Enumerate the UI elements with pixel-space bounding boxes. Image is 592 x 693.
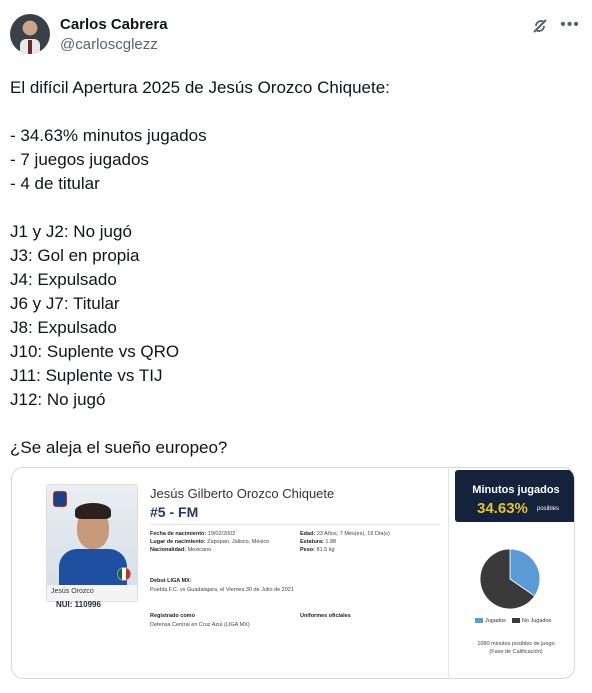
tweet-line: - 34.63% minutos jugados	[10, 126, 207, 145]
age-value: 23 Años, 7 Mes(es), 19 Día(s)	[316, 531, 390, 537]
height-row	[300, 538, 336, 546]
legend-jugados: Jugados	[485, 618, 506, 624]
height-label: Estatura:	[300, 539, 324, 545]
minutes-pie-chart	[479, 548, 541, 610]
footnote-line-2: (Fase de Calificación)	[489, 649, 543, 655]
tweet-line: - 7 juegos jugados	[10, 150, 149, 169]
avatar[interactable]	[10, 14, 50, 54]
tweet-blank-line	[10, 100, 580, 124]
birth-place-label: Lugar de nacimiento:	[150, 539, 206, 545]
registered-value: Defensa Central en Cruz Azul (LIGA MX)	[150, 622, 250, 628]
tweet-line: J11: Suplente vs TIJ	[10, 366, 163, 385]
tweet-text	[10, 76, 580, 460]
minutes-header	[455, 470, 575, 522]
pie-legend	[475, 618, 551, 624]
sticker-jersey	[59, 549, 127, 585]
nationality-value: Mexicano	[187, 547, 212, 553]
nationality-label: Nacionalidad:	[150, 547, 187, 553]
tweet-blank-line	[10, 412, 580, 436]
club-crest-icon	[53, 491, 67, 507]
tweet-line: - 4 de titular	[10, 174, 100, 193]
minutes-possible-label: posibles	[537, 506, 560, 512]
registered-title: Registrado como	[150, 613, 195, 619]
uniforms-title: Uniformes oficiales	[300, 613, 351, 619]
legend-no-jugados: No Jugados	[521, 618, 552, 624]
birth-date-value: 19/02/2002	[207, 531, 236, 537]
age-row	[300, 530, 390, 538]
tweet-line: El difícil Apertura 2025 de Jesús Orozco Chiquete:	[10, 78, 390, 97]
debut-value: Puebla F.C. vs Guadalajara, el Viernes 30 de Julio de 2021	[150, 587, 294, 593]
nationality-row	[150, 546, 211, 554]
tweet-blank-line	[10, 196, 580, 220]
grok-icon[interactable]	[530, 16, 550, 36]
avatar-tie	[28, 40, 32, 54]
debut-title: Debut LIGA MX:	[150, 578, 192, 584]
tweet-line: J3: Gol en propia	[10, 246, 140, 265]
legend-swatch-jugados	[475, 618, 483, 623]
sticker-name: Jesús Orozco	[51, 588, 94, 595]
tweet-line: J12: No jugó	[10, 390, 106, 409]
sticker-hair	[75, 503, 111, 519]
birth-place-row	[150, 538, 269, 546]
birth-date-row	[150, 530, 235, 538]
tweet-line: J4: Expulsado	[10, 270, 117, 289]
more-icon[interactable]: •••	[560, 16, 580, 33]
age-label: Edad:	[300, 531, 316, 537]
player-sticker	[46, 484, 138, 602]
height-value: 1.88	[325, 539, 337, 545]
weight-row	[300, 546, 335, 554]
weight-value: 81.5 kg	[316, 547, 335, 553]
player-number-position: #5 - FM	[150, 504, 199, 520]
author-name[interactable]: Carlos Cabrera	[60, 16, 168, 33]
player-name: Jesús Gilberto Orozco Chiquete	[150, 486, 335, 501]
tweet-line: ¿Se aleja el sueño europeo?	[10, 438, 228, 457]
divider	[150, 524, 440, 525]
tweet-line: J8: Expulsado	[10, 318, 117, 337]
legend-swatch-no-jugados	[512, 618, 520, 623]
footnote-line-1: 1080 minutos posibles de juego	[477, 641, 555, 647]
player-profile-card	[20, 468, 568, 679]
weight-label: Peso:	[300, 547, 315, 553]
nui-label: NUI: 110996	[56, 600, 101, 609]
tweet-line: J6 y J7: Titular	[10, 294, 120, 313]
minutes-stats-panel	[448, 468, 575, 679]
tweet-header	[10, 14, 582, 58]
minutes-title: Minutos jugados	[472, 484, 560, 496]
tweet-media-image[interactable]	[11, 467, 575, 679]
tweet-line: J10: Suplente vs QRO	[10, 342, 180, 361]
tweet-line: J1 y J2: No jugó	[10, 222, 132, 241]
minutes-footnote	[455, 640, 575, 656]
birth-place-value: Zapopan, Jalisco, México	[207, 539, 270, 545]
author-handle[interactable]: @carloscglezz	[60, 36, 158, 53]
minutes-percentage: 34.63%	[477, 500, 528, 517]
birth-date-label: Fecha de nacimiento:	[150, 531, 207, 537]
mexico-flag-icon	[117, 567, 131, 581]
